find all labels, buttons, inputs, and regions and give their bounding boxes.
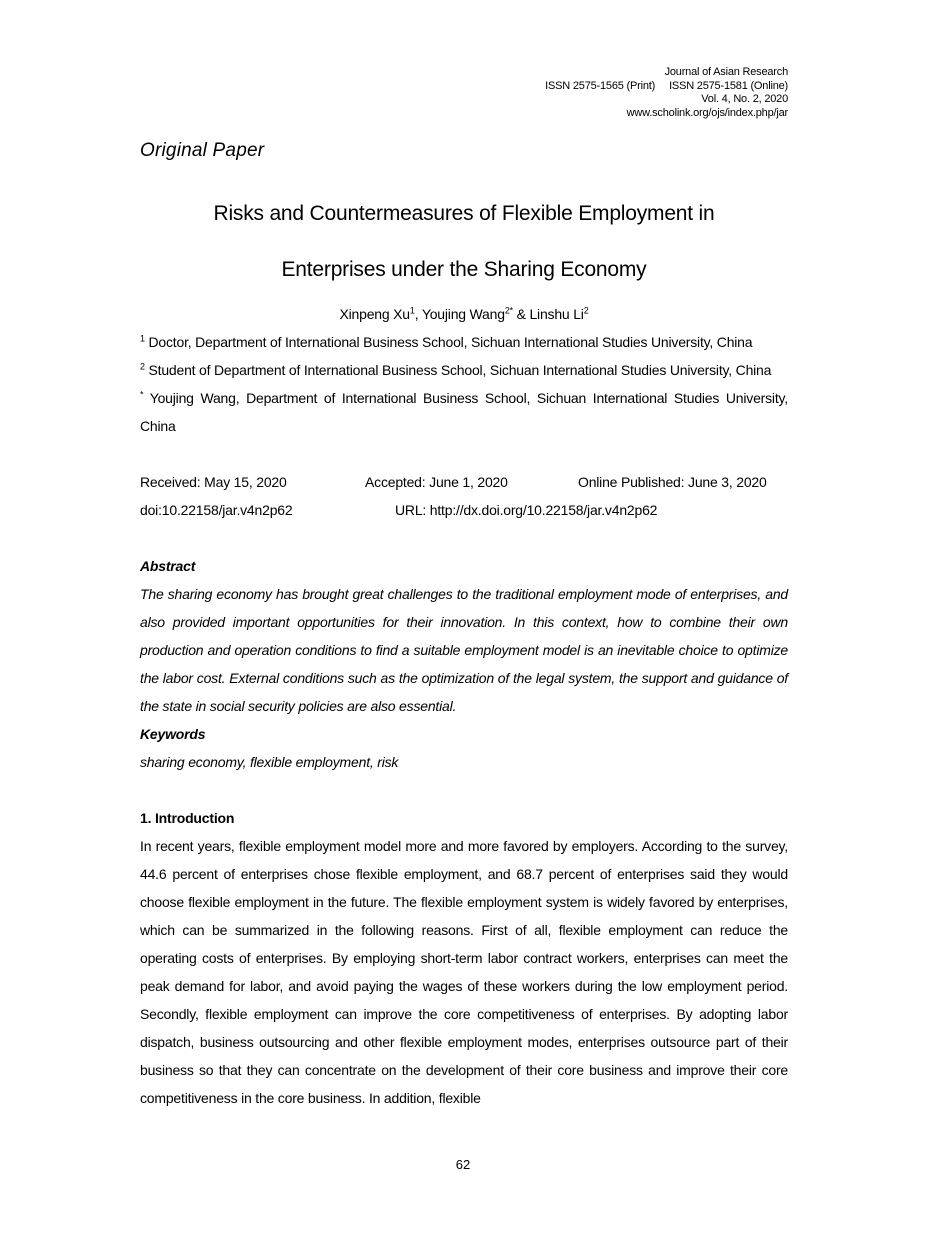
affiliation-2 (140, 356, 788, 384)
doi-url: URL: http://dx.doi.org/10.22158/jar.v4n2p62 (395, 502, 658, 518)
keywords-heading: Keywords (140, 726, 206, 742)
volume-line: Vol. 4, No. 2, 2020 (701, 93, 788, 105)
abstract-heading: Abstract (140, 558, 196, 574)
paper-type-label: Original Paper (140, 140, 265, 161)
corresponding-author-text: Youjing Wang, Department of International Business School, Sichuan International Studies University, China (140, 390, 788, 434)
accepted-date: Accepted: June 1, 2020 (365, 474, 508, 490)
author-separator-2: & (512, 306, 530, 322)
page-number: 62 (455, 1157, 471, 1172)
issn-print: ISSN 2575-1565 (Print) (545, 79, 656, 92)
author-3: Linshu Li (529, 306, 584, 322)
paper-title-line2: Enterprises under the Sharing Economy (281, 258, 647, 281)
corresponding-author-note (140, 384, 788, 440)
affiliation-1 (140, 328, 788, 356)
paper-title (140, 186, 788, 298)
received-date: Received: May 15, 2020 (140, 474, 287, 490)
corresponding-author-marker: * (140, 389, 144, 400)
affiliation-2-marker: 2 (140, 361, 145, 372)
author-2-superscript: 2* (504, 305, 513, 316)
affiliation-2-text: Student of Department of International Business School, Sichuan International Studies University, China (144, 362, 772, 378)
authors-line (140, 300, 788, 328)
paper-title-line1: Risks and Countermeasures of Flexible Employment in (213, 202, 715, 225)
dates-row (140, 468, 788, 496)
journal-name: Journal of Asian Research (664, 66, 788, 78)
introduction-paragraph: In recent years, flexible employment model more and more favored by employers. According to the survey, 44.6 percent of enterprises chose flexible employment, and 68.7 percent of enterprises said they would choose flexible employment in the future. The flexible employment system is widely favored by enterprises, which can be summarized in the following reasons. First of all, flexible employment can reduce the operating costs of enterprises. By employing short-term labor contract workers, enterprises can meet the peak demand for labor, and avoid paying the wages of these workers during the low employment period. Secondly, flexible employment can improve the core competitiveness of enterprises. By adopting labor dispatch, business outsourcing and other flexible employment modes, enterprises outsource part of their business so that they can concentrate on the development of their core business and improve their core competitiveness in the core business. In addition, flexible (140, 838, 788, 1106)
keywords-text: sharing economy, flexible employment, risk (140, 754, 399, 770)
doi-value: doi:10.22158/jar.v4n2p62 (140, 502, 293, 518)
section-heading-introduction: 1. Introduction (140, 810, 235, 826)
author-3-superscript: 2 (583, 305, 589, 316)
abstract-text: The sharing economy has brought great challenges to the traditional employment mode of enterprises, and also provided important opportunities for their innovation. In this context, how to combine their own production and operation conditions to find a suitable employment model is an inevitable choice to optimize the labor cost. External conditions such as the optimization of the legal system, the support and guidance of the state in social security policies are also essential. (140, 586, 788, 714)
doi-row (140, 496, 788, 524)
journal-header (140, 66, 788, 120)
issn-line (140, 80, 788, 94)
online-published-date: Online Published: June 3, 2020 (578, 474, 767, 490)
journal-website: www.scholink.org/ojs/index.php/jar (626, 106, 788, 119)
author-1: Xinpeng Xu (339, 306, 410, 322)
author-1-superscript: 1 (409, 305, 415, 316)
author-2: Youjing Wang (421, 306, 505, 322)
author-separator-1: , (414, 306, 422, 322)
issn-online: ISSN 2575-1581 (Online) (669, 79, 788, 92)
affiliation-1-text: Doctor, Department of International Business School, Sichuan International Studies University, China (144, 334, 753, 350)
affiliation-1-marker: 1 (140, 333, 145, 344)
